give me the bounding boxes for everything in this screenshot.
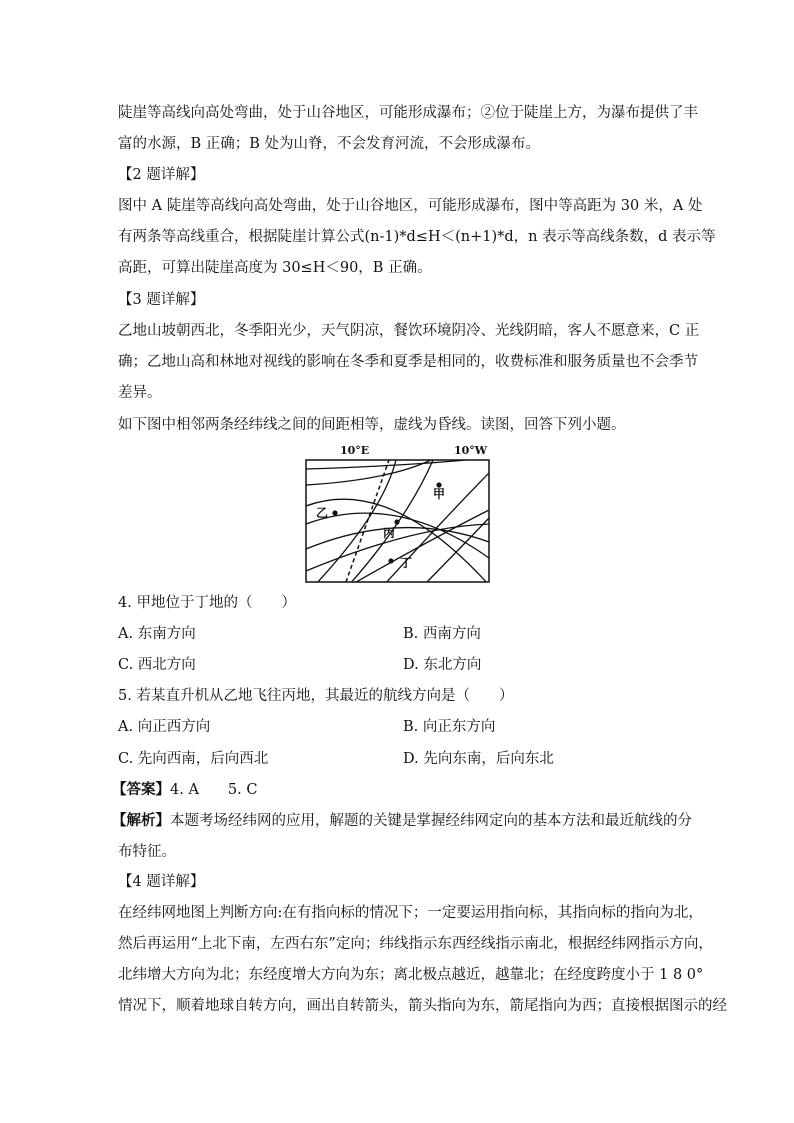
analysis-label: 【解析】 xyxy=(112,812,170,829)
q5-option-a: A. 向正西方向 xyxy=(118,719,211,735)
figure-intro: 如下图中相邻两条经纬线之间的间距相等，虚线为昏线。读图，回答下列小题。 xyxy=(118,417,626,433)
q4-stem: 4. 甲地位于丁地的（ ） xyxy=(118,595,296,611)
label-ding: 丁 xyxy=(400,556,413,570)
text-line: 确；乙地山高和林地对视线的影响在冬季和夏季是相同的，收费标准和服务质量也不会季节 xyxy=(118,354,698,370)
q5-option-b: B. 向正东方向 xyxy=(403,719,496,735)
label-yi: 乙 xyxy=(316,506,329,520)
answer-label: 【答案】 xyxy=(112,781,170,798)
q4-heading: 【4 题详解】 xyxy=(118,874,205,890)
text-line: 图中 A 陡崖等高线向高处弯曲，处于山谷地区，可能形成瀑布，图中等高距为 30 米，A 处 xyxy=(118,198,703,214)
q5-option-d: D. 先向东南，后向东北 xyxy=(403,751,554,767)
q4-option-d: D. 东北方向 xyxy=(403,657,482,673)
q2-paragraph xyxy=(118,191,716,284)
latitude-line xyxy=(351,510,489,585)
graticule-map xyxy=(303,440,493,585)
longitude-label-10e: 10°E xyxy=(340,444,370,457)
q3-heading: 【3 题详解】 xyxy=(118,292,205,308)
point-yi xyxy=(332,510,337,515)
q2-heading: 【2 题详解】 xyxy=(118,167,205,183)
label-bing: 丙 xyxy=(383,526,396,540)
q3-paragraph xyxy=(118,316,700,409)
text-line: 乙地山坡朝西北，冬季阳光少，天气阴凉，餐饮环境阴冷、光线阴暗，客人不愿意来，C 正 xyxy=(118,323,700,339)
text-line: 陡崖等高线向高处弯曲，处于山谷地区，可能形成瀑布；②位于陡崖上方，为瀑布提供了丰 xyxy=(118,105,698,121)
text-line: 情况下，顺着地球自转方向，画出自转箭头，箭头指向为东，箭尾指向为西；直接根据图示的经 xyxy=(118,998,727,1014)
text-line: 布特征。 xyxy=(118,844,176,860)
text-line: 有两条等高线重合，根据陡崖计算公式(n-1)*d≤H＜(n+1)*d，n 表示等高线条数，d 表示等 xyxy=(118,229,716,245)
intro-paragraph xyxy=(118,98,698,160)
analysis-text: 本题考场经纬网的应用，解题的关键是掌握经纬网定向的基本方法和最近航线的分 xyxy=(170,813,692,829)
answer-value: 4. A 5. C xyxy=(170,782,258,798)
text-line: 然后再运用“上北下南，左西右东”定向；纬线指示东西经线指示南北，根据经纬网指示方向， xyxy=(118,936,713,952)
q4-option-a: A. 东南方向 xyxy=(118,626,196,642)
point-bing xyxy=(394,519,399,524)
text-line: 富的水源，B 正确；B 处为山脊，不会发育河流，不会形成瀑布。 xyxy=(118,136,541,152)
text-line: 北纬增大方向为北；东经度增大方向为东；离北极点越近，越靠北；在经度跨度小于 1 8 0° xyxy=(118,967,704,983)
q5-stem: 5. 若某直升机从乙地飞往丙地，其最近的航线方向是（ ） xyxy=(118,688,514,704)
longitude-label-10w: 10°W xyxy=(454,444,488,457)
q5-option-c: C. 先向西南，后向西北 xyxy=(118,751,269,767)
q4-paragraph xyxy=(118,898,727,1022)
text-line: 高距，可算出陡崖高度为 30≤H＜90，B 正确。 xyxy=(118,260,432,276)
analysis-paragraph xyxy=(112,805,692,868)
point-ding xyxy=(388,558,393,563)
q4-option-c: C. 西北方向 xyxy=(118,657,196,673)
label-jia: 甲 xyxy=(433,487,446,501)
answer-line xyxy=(112,779,257,801)
q4-option-b: B. 西南方向 xyxy=(403,626,481,642)
text-line: 差异。 xyxy=(118,385,162,401)
text-line: 在经纬网地图上判断方向:在有指向标的情况下；一定要运用指向标，其指向标的指向为北， xyxy=(118,905,703,921)
